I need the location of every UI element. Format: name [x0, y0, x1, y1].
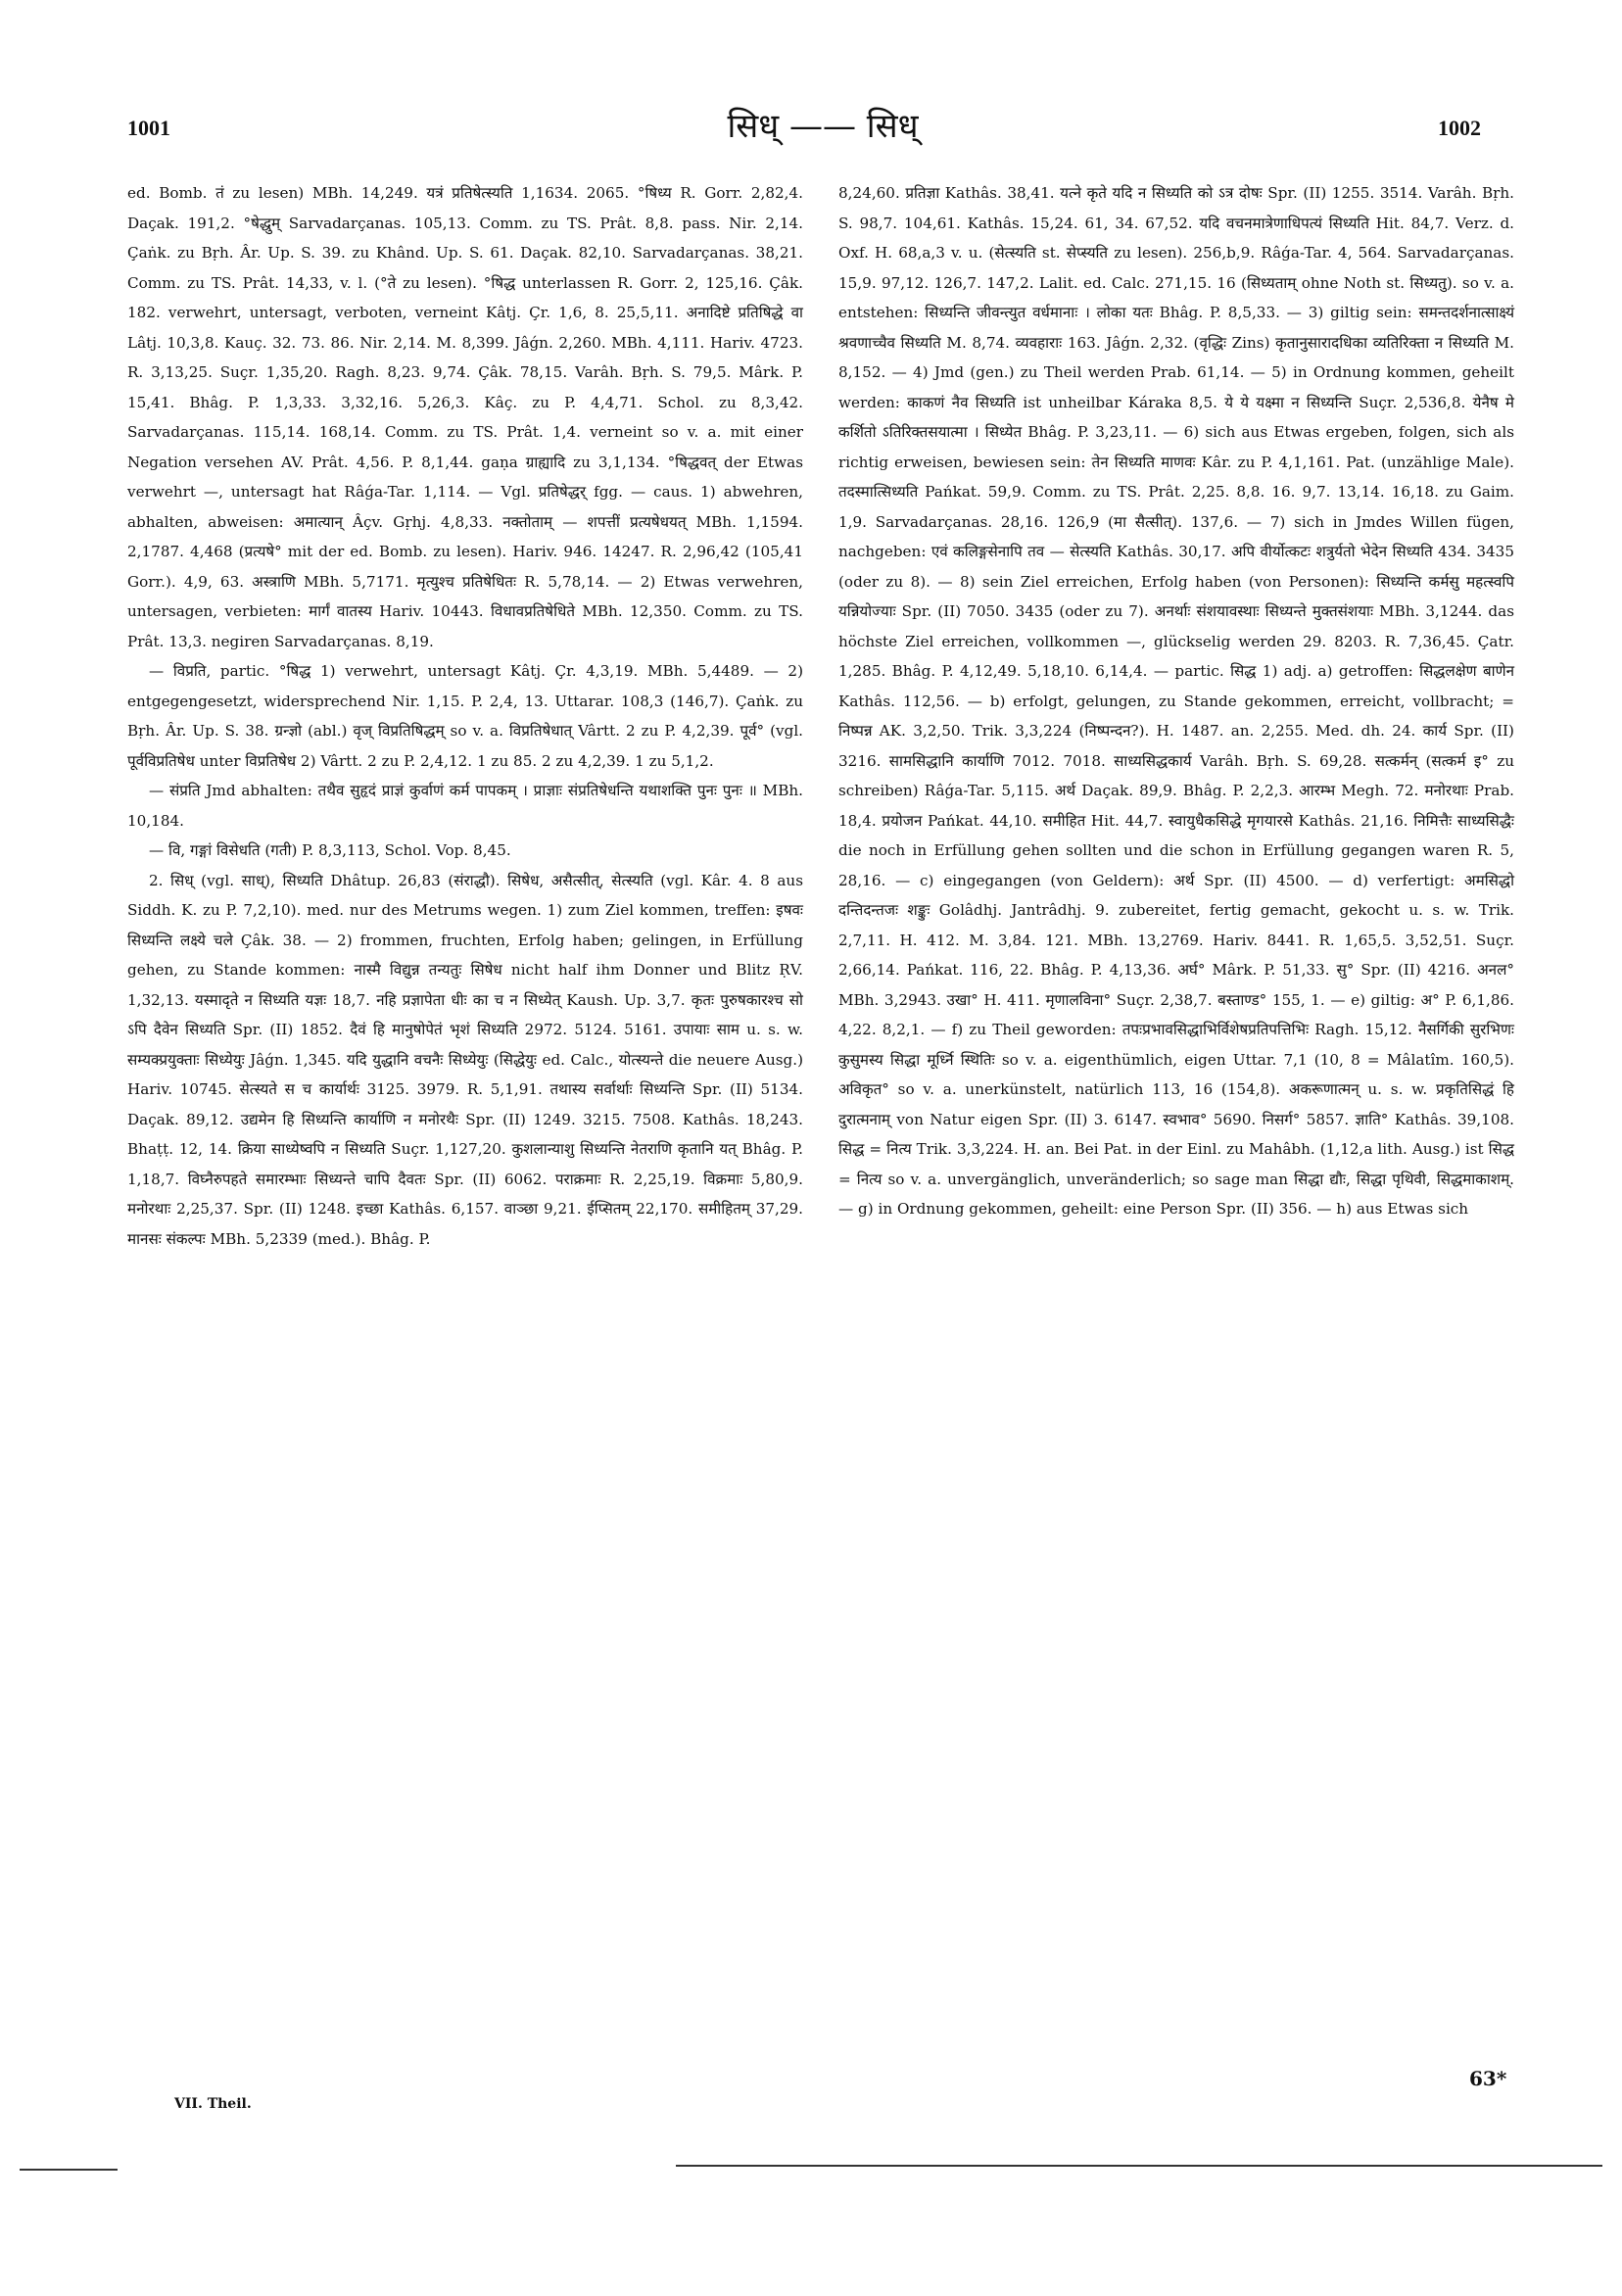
right-column — [838, 178, 1514, 1224]
right-paragraph-1: 8,24,60. प्रतिज्ञा Kathâs. 38,41. यत्ने कृते यदि न सिध्यति को ऽत्र दोषः Spr. (II) 1255. 3514. Varâh. Bṛh. S. 98,7. 104,61. Kathâs. 15,24. 61, 34. 67,52. यदि वचनमात्रेणाधिपत्यं सिध्यति Hit. 84,7. Verz. d. Oxf. H. 68,a,3 v. u. (सेत्स्यति st. सेप्स्यति zu lesen). 256,b,9. Râǵa-Tar. 4, 564. Sarvadarçanas. 15,9. 97,12. 126,7. 147,2. Lalit. ed. Calc. 271,15. 16 (सिध्यताम् ohne Noth st. सिध्यतु). so v. a. entstehen: सिध्यन्ति जीवन्त्युत वर्धमानाः । लोका यतः Bhâg. P. 8,5,33. — 3) giltig sein: समन्तदर्शनात्साक्ष्यं श्रवणाच्चैव सिध्यति M. 8,74. व्यवहाराः 163. Jâǵn. 2,32. (वृद्धिः Zins) कृतानुसारादधिका व्यतिरिक्ता न सिध्यति M. 8,152. — 4) Jmd (gen.) zu Theil werden Prab. 61,14. — 5) in Ordnung kommen, geheilt werden: काकणं नैव सिध्यति ist unheilbar Káraka 8,5. ये ये यक्ष्मा न सिध्यन्ति Suçr. 2,536,8. येनैष मे कर्शितो ऽतिरिक्तसयात्मा । सिध्येत Bhâg. P. 3,23,11. — 6) sich aus Etwas ergeben, folgen, sich als richtig erweisen, bewiesen sein: तेन सिध्यति माणवः Kâr. zu P. 4,1,161. Pat. (unzählige Male). तदस्मात्सिध्यति Pańkat. 59,9. Comm. zu TS. Prât. 2,25. 8,8. 16. 9,7. 13,14. 16,18. zu Gaim. 1,9. Sarvadarçanas. 28,16. 126,9 (मा सैत्सीत्). 137,6. — 7) sich in Jmdes Willen fügen, nachgeben: एवं कलिङ्गसेनापि तव — सेत्स्यति Kathâs. 30,17. अपि वीर्योत्कटः शत्रुर्यतो भेदेन सिध्यति 434. 3435 (oder zu 8). — 8) sein Ziel erreichen, Erfolg haben (von Personen): सिध्यन्ति कर्मसु महत्स्वपि यन्नियोज्याः Spr. (II) 7050. 3435 (oder zu 7). अनर्थाः संशयावस्थाः सिध्यन्ते मुक्तसंशयाः MBh. 3,1244. das höchste Ziel erreichen, vollkommen —, glückselig werden 29. 8203. R. 7,36,45. Çatr. 1,285. Bhâg. P. 4,12,49. 5,18,10. 6,14,4. — partic. सिद्ध 1) adj. a) getroffen: सिद्धलक्षेण बाणेन Kathâs. 112,56. — b) erfolgt, gelungen, zu Stande gekommen, erreicht, vollbracht; = निष्पन्न AK. 3,2,50. Trik. 3,3,224 (निष्पन्दन?). H. 1487. an. 2,255. Med. dh. 24. कार्य Spr. (II) 3216. सामसिद्धानि कार्याणि 7012. 7018. साध्यसिद्धकार्य Varâh. Bṛh. S. 69,28. सत्कर्मन् (सत्कर्म इ° zu schreiben) Râǵa-Tar. 5,115. अर्थ Daçak. 89,9. Bhâg. P. 2,2,3. आरम्भ Megh. 72. मनोरथाः Prab. 18,4. प्रयोजन Pańkat. 44,10. समीहित Hit. 44,7. स्वायुधैकसिद्धे मृगयारसे Kathâs. 21,16. निमित्तैः साध्यसिद्धैः die noch in Erfüllung gehen sollten und die schon in Erfüllung gegangen waren R. 5, 28,16. — c) eingegangen (von Geldern): अर्थ Spr. (II) 4500. — d) verfertigt: अमसिद्धो दन्तिदन्तजः शङ्कुः Golâdhj. Jantrâdhj. 9. zubereitet, fertig gemacht, gekocht u. s. w. Trik. 2,7,11. H. 412. M. 3,84. 121. MBh. 13,2769. Hariv. 8441. R. 1,65,5. 3,52,51. Suçr. 2,66,14. Pańkat. 116, 22. Bhâg. P. 4,13,36. अर्घ° Mârk. P. 51,33. सु° Spr. (II) 4216. अनल° MBh. 3,2943. उखा° H. 411. मृणालविना° Suçr. 2,38,7. बस्ताण्ड° 155, 1. — e) giltig: अ° P. 6,1,86. 4,22. 8,2,1. — f) zu Theil geworden: तपःप्रभावसिद्धाभिर्विशेषप्रतिपत्तिभिः Ragh. 15,12. नैसर्गिकी सुरभिणः कुसुमस्य सिद्धा मूर्ध्नि स्थितिः so v. a. eigenthümlich, eigen Uttar. 7,1 (10, 8 = Mâlatîm. 160,5). अविकृत° so v. a. unerkünstelt, natürlich 113, 16 (154,8). अकरूणात्मन् u. s. w. प्रकृतिसिद्धं हि दुरात्मनाम् von Natur eigen Spr. (II) 3. 6147. स्वभाव° 5690. निसर्ग° 5857. ज्ञाति° Kathâs. 39,108. सिद्ध = नित्य Trik. 3,3,224. H. an. Bei Pat. in der Einl. zu Mahâbh. (1,12,a lith. Ausg.) ist सिद्ध = नित्य so v. a. unvergänglich, unveränderlich; so sage man सिद्धा द्यौः, सिद्धा पृथिवी, सिद्धमाकाशम्. — g) in Ordnung gekommen, geheilt: eine Person Spr. (II) 356. — h) aus Etwas sich — [838, 184, 1514, 1218]
right-page-number: 1002 — [1438, 116, 1481, 140]
sheet-signature: 63* — [1469, 2067, 1507, 2090]
footer-rule-right — [676, 2165, 1602, 2167]
left-paragraph-3: — संप्रति Jmd abhalten: तथैव सुहृदं प्राज्ञं कुर्वाणं कर्म पापकम् । प्राज्ञाः संप्रतिषेधन्ति यथाशक्ति पुनः पुनः ॥ MBh. 10,184. — [127, 782, 803, 830]
left-paragraph-2: — विप्रति, partic. °षिद्ध 1) verwehrt, untersagt Kâtj. Çr. 4,3,19. MBh. 5,4489. — 2) entgegengesetzt, widersprechend Nir. 1,15. P. 2,4, 13. Uttarar. 108,3 (146,7). Çaṅk. zu Bṛh. Âr. Up. S. 38. ग्रन्ज्ञो (abl.) वृज् विप्रतिषिद्धम् so v. a. विप्रतिषेधात् Vârtt. 2 zu P. 4,2,39. पूर्व° (vgl. पूर्वविप्रतिषेध unter विप्रतिषेध 2) Vârtt. 2 zu P. 2,4,12. 1 zu 85. 2 zu 4,2,39. 1 zu 5,1,2. — [127, 662, 803, 770]
left-page-number: 1001 — [127, 116, 170, 140]
volume-label: VII. Theil. — [174, 2096, 252, 2112]
running-title: सिध् —— सिध् — [727, 107, 919, 146]
left-column — [127, 178, 803, 1254]
left-paragraph-5: 2. सिध् (vgl. साध्), सिध्यति Dhâtup. 26,83 (संराद्धौ). सिषेध, असैत्सीत्, सेत्स्यति (vgl. Kâr. 4. 8 aus Siddh. K. zu P. 7,2,10). med. nur des Metrums wegen. 1) zum Ziel kommen, treffen: इषवः सिध्यन्ति लक्ष्ये चले Çâk. 38. — 2) frommen, fruchten, Erfolg haben; gelingen, in Erfüllung gehen, zu Stande kommen: नास्मै विद्युन्न तन्यतुः सिषेध nicht half ihm Donner und Blitz ṚV. 1,32,13. यस्मादृते न सिध्यति यज्ञः 18,7. नहि प्रज्ञापेता धीः का च न सिध्येत् Kaush. Up. 3,7. कृतः पुरुषकारश्च सो ऽपि दैवेन सिध्यति Spr. (II) 1852. दैवं हि मानुषोपेतं भृशं सिध्यति 2972. 5124. 5161. उपायाः साम u. s. w. सम्यक्प्रयुक्ताः सिध्येयुः Jâǵn. 1,345. यदि युद्धानि वचनैः सिध्येयुः (सिद्धेयुः ed. Calc., योत्स्यन्ते die neuere Ausg.) Hariv. 10745. सेत्स्यते स च कार्यार्थः 3125. 3979. R. 5,1,91. तथास्य सर्वार्थाः सिध्यन्ति Spr. (II) 5134. Daçak. 89,12. उद्यमेन हि सिध्यन्ति कार्याणि न मनोरथैः Spr. (II) 1249. 3215. 7508. Kathâs. 18,243. Bhaṭṭ. 12, 14. क्रिया साध्येष्वपि न सिध्यति Suçr. 1,127,20. कुशलान्याशु सिध्यन्ति नेतराणि कृतानि यत् Bhâg. P. 1,18,7. विघ्नैरुपहते समारम्भाः सिध्यन्ते चापि दैवतः Spr. (II) 6062. पराक्रमाः R. 2,25,19. विक्रमाः 5,80,9. मनोरथाः 2,25,37. Spr. (II) 1248. इच्छा Kathâs. 6,157. वाञ्छा 9,21. ईप्सितम् 22,170. समीहितम् 37,29. मानसः संकल्पः MBh. 5,2339 (med.). Bhâg. P. — [127, 871, 803, 1248]
left-paragraph-4: — वि, गङ्गां विसेधति (गती) P. 8,3,113, Schol. Vop. 8,45. — [149, 841, 511, 859]
left-paragraph-1: ed. Bomb. तं zu lesen) MBh. 14,249. यत्रं प्रतिषेत्स्यति 1,1634. 2065. °षिध्य R. Gorr. 2,82,4. Daçak. 191,2. °षेद्धुम् Sarvadarçanas. 105,13. Comm. zu TS. Prât. 8,8. pass. Nir. 2,14. Çaṅk. zu Bṛh. Âr. Up. S. 39. zu Khând. Up. S. 61. Daçak. 82,10. Sarvadarçanas. 38,21. Comm. zu TS. Prât. 14,33, v. l. (°ते zu lesen). °षिद्ध unterlassen R. Gorr. 2, 125,16. Çâk. 182. verwehrt, untersagt, verboten, verneint Kâtj. Çr. 1,6, 8. 25,5,11. अनादिष्टे प्रतिषिद्धे वा Lâtj. 10,3,8. Kauç. 32. 73. 86. Nir. 2,14. M. 8,399. Jâǵn. 2,260. MBh. 4,111. Hariv. 4723. R. 3,13,25. Suçr. 1,35,20. Ragh. 8,23. 9,74. Çâk. 78,15. Varâh. Bṛh. S. 79,5. Mârk. P. 15,41. Bhâg. P. 1,3,33. 3,32,16. 5,26,3. Kâç. zu P. 4,4,71. Schol. zu 8,3,42. Sarvadarçanas. 115,14. 168,14. Comm. zu TS. Prât. 1,4. verneint so v. a. mit einer Negation versehen AV. Prât. 4,56. P. 8,1,44. gaṇa ग्राह्यादि zu 3,1,134. °षिद्धवत् der Etwas verwehrt —, untersagt hat Râǵa-Tar. 1,114. — Vgl. प्रतिषेद्धर् fgg. — caus. 1) abwehren, abhalten, abweisen: अमात्यान् Âçv. Gṛhj. 4,8,33. नक्तोताम् — शपत्तीं प्रत्यषेधयत् MBh. 1,1594. 2,1787. 4,468 (प्रत्यषे° mit der ed. Bomb. zu lesen). Hariv. 946. 14247. R. 2,96,42 (105,41 Gorr.). 4,9, 63. अस्त्राणि MBh. 5,7171. मृत्युश्च प्रतिषेधितः R. 5,78,14. — 2) Etwas verwehren, untersagen, verbieten: मार्गं वातस्य Hariv. 10443. विधावप्रतिषेधिते MBh. 12,350. Comm. zu TS. Prât. 13,3. negiren Sarvadarçanas. 8,19. — [127, 184, 803, 650]
footer-rule-left — [20, 2169, 118, 2171]
